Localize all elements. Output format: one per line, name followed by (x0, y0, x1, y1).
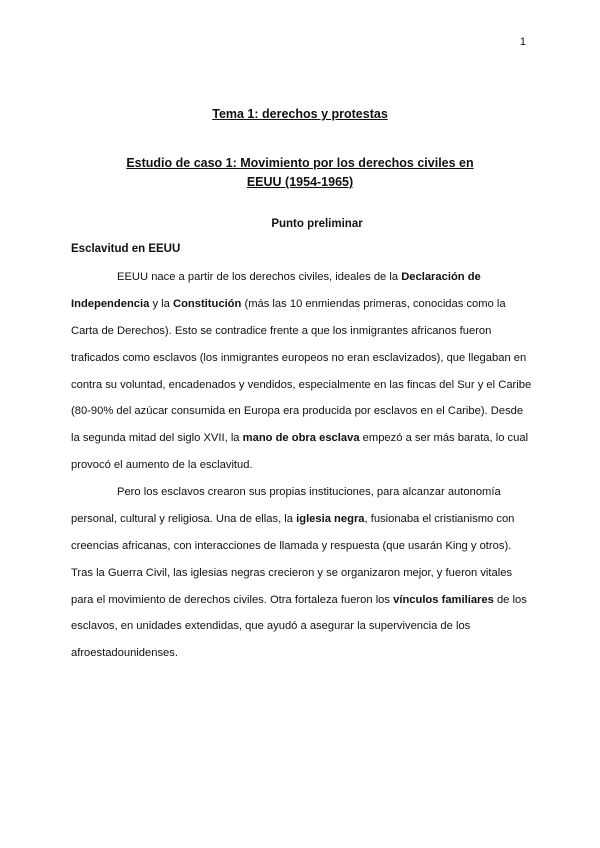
document-title: Tema 1: derechos y protestas (212, 107, 388, 121)
text-segment: personal, cultural y religiosa. Una de ellas, la (71, 512, 297, 525)
text-segment: EEUU nace a partir de los derechos civiles, ideales de la (117, 271, 402, 283)
text-line (71, 560, 531, 587)
text-line (71, 345, 531, 372)
text-segment: Carta de Derechos). Esto se contradice frente a que los inmigrantes africanos fueron (71, 324, 492, 337)
bold-term: iglesia negra (296, 512, 365, 525)
text-segment: contra su voluntad, encadenados y vendidos, especialmente en las fincas del Sur y el Caribe (71, 378, 532, 391)
text-segment: para el movimiento de derechos civiles. Otra fortaleza fueron los (71, 593, 394, 606)
paragraph-slavery (71, 264, 531, 479)
text-segment: y la (149, 297, 173, 310)
text-line (71, 452, 531, 479)
text-line (71, 291, 531, 318)
text-segment: empezó a ser más barata, lo cual (359, 432, 529, 445)
section-heading: Esclavitud en EEUU (71, 243, 181, 255)
text-segment: Pero los esclavos crearon sus propias instituciones, para alcanzar autonomía (117, 486, 501, 498)
bold-term: Independencia (71, 297, 150, 310)
text-line (71, 587, 531, 614)
text-line (71, 506, 531, 533)
case-study-title (100, 154, 500, 192)
text-line (71, 264, 531, 291)
text-segment: , fusionaba el cristianismo con (364, 512, 515, 525)
text-segment: la segunda mitad del siglo XVII, la (71, 432, 243, 445)
case-study-title-line2: EEUU (1954-1965) (246, 175, 354, 189)
text-line (71, 425, 531, 452)
page-number: 1 (519, 36, 526, 48)
text-segment: (80-90% del azúcar consumida en Europa era producida por esclavos en el Caribe). Desde (71, 405, 524, 418)
paragraph-institutions (71, 479, 531, 667)
text-line (71, 372, 531, 399)
text-line (71, 640, 531, 667)
text-segment: afroestadounidenses. (71, 647, 178, 660)
text-segment: traficados como esclavos (los inmigrantes europeos no eran esclavizados), que llegaban en (71, 351, 527, 364)
text-segment: creencias africanas, con interacciones de llamada y respuesta (que usarán King y otros). (71, 539, 512, 552)
text-segment: provocó el aumento de la esclavitud. (71, 459, 253, 472)
text-line (71, 318, 531, 345)
text-segment: Tras la Guerra Civil, las iglesias negras crecieron y se organizaron mejor, y fueron vitales (71, 566, 513, 579)
text-segment: esclavos, en unidades extendidas, que ayudó a asegurar la supervivencia de los (71, 620, 471, 633)
text-segment: de los (493, 593, 527, 606)
bold-term: Constitución (172, 297, 242, 310)
preliminary-heading: Punto preliminar (271, 218, 363, 230)
case-study-title-line1: Estudio de caso 1: Movimiento por los derechos civiles en (126, 156, 474, 170)
text-line (71, 533, 531, 560)
text-line (71, 479, 531, 506)
text-line (71, 398, 531, 425)
bold-term: Declaración de (401, 271, 481, 283)
bold-term: mano de obra esclava (242, 432, 360, 445)
bold-term: vínculos familiares (393, 593, 494, 606)
text-segment: (más las 10 enmiendas primeras, conocidas como la (241, 297, 506, 310)
text-line (71, 613, 531, 640)
